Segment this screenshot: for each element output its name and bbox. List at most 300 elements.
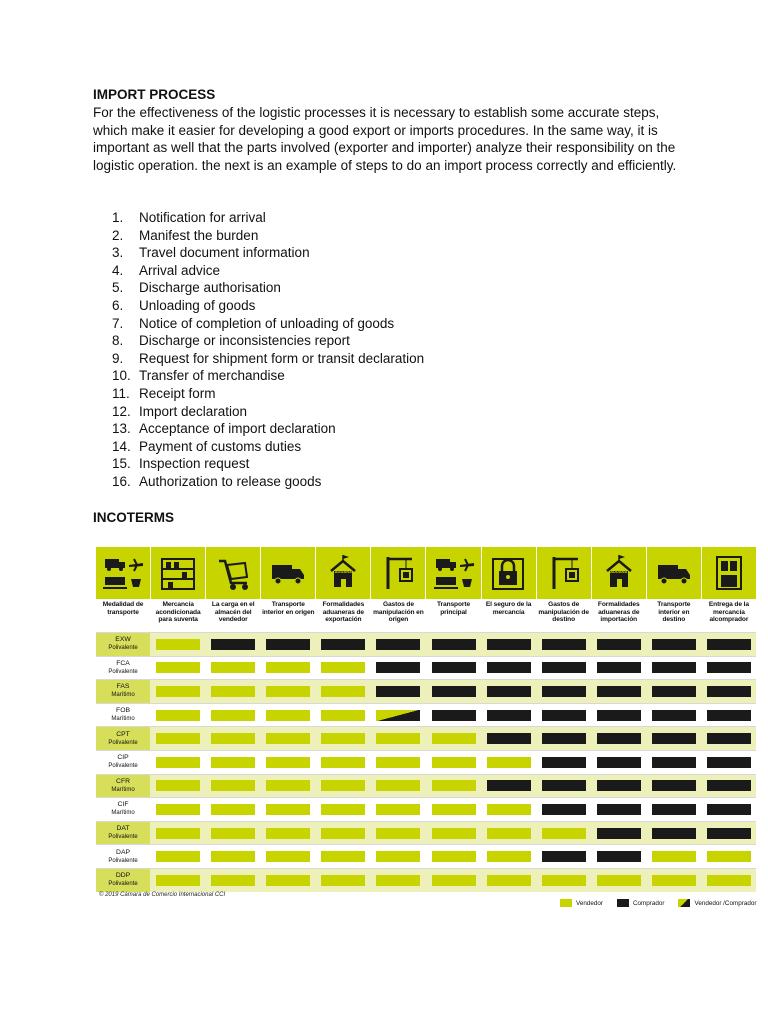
responsibility-cell bbox=[261, 680, 315, 703]
responsibility-cell bbox=[482, 845, 536, 868]
seller-bar bbox=[487, 828, 531, 839]
responsibility-cell bbox=[261, 727, 315, 750]
seller-bar bbox=[321, 851, 365, 862]
buyer-bar bbox=[652, 780, 696, 791]
responsibility-cell bbox=[151, 845, 205, 868]
responsibility-cell bbox=[426, 680, 480, 703]
step-text: Travel document information bbox=[139, 245, 310, 261]
seller-bar bbox=[321, 804, 365, 815]
column-header: Mercancía acondicionada para suventa bbox=[155, 601, 201, 624]
buyer-bar bbox=[542, 757, 586, 768]
incoterm-label bbox=[96, 822, 150, 845]
buyer-bar bbox=[487, 710, 531, 721]
truck-icon bbox=[652, 553, 696, 593]
responsibility-cell bbox=[316, 798, 370, 821]
responsibility-cell bbox=[592, 798, 646, 821]
step-number: 2. bbox=[112, 227, 124, 243]
buyer-bar bbox=[707, 733, 751, 744]
responsibility-cell bbox=[426, 751, 480, 774]
responsibility-cell bbox=[206, 704, 260, 727]
step-item bbox=[112, 473, 424, 491]
step-number: 12. bbox=[112, 403, 131, 419]
incoterm-mode: Polivalente bbox=[108, 857, 138, 864]
responsibility-cell bbox=[426, 775, 480, 798]
incoterm-code: CPT bbox=[116, 730, 130, 738]
seller-bar bbox=[266, 828, 310, 839]
incoterm-row bbox=[96, 844, 756, 868]
incoterm-row bbox=[96, 868, 756, 892]
responsibility-cell bbox=[482, 657, 536, 680]
buyer-bar bbox=[597, 851, 641, 862]
step-item bbox=[112, 403, 424, 421]
column-header: Formalidades aduaneras de importación bbox=[597, 601, 640, 624]
buyer-bar bbox=[652, 710, 696, 721]
incoterm-row bbox=[96, 726, 756, 750]
responsibility-cell bbox=[647, 845, 701, 868]
responsibility-cell bbox=[206, 727, 260, 750]
buyer-bar bbox=[432, 710, 476, 721]
buyer-bar bbox=[487, 639, 531, 650]
responsibility-cell bbox=[206, 751, 260, 774]
responsibility-cell bbox=[371, 751, 425, 774]
seller-bar bbox=[211, 686, 255, 697]
buyer-bar bbox=[542, 639, 586, 650]
responsibility-cell bbox=[702, 775, 756, 798]
seller-bar bbox=[156, 639, 200, 650]
buyer-bar bbox=[597, 639, 641, 650]
step-text: Unloading of goods bbox=[139, 297, 256, 313]
incoterm-mode: Polivalente bbox=[108, 668, 138, 675]
responsibility-cell bbox=[647, 680, 701, 703]
responsibility-cell bbox=[592, 869, 646, 892]
seller-bar bbox=[156, 710, 200, 721]
seller-bar bbox=[321, 733, 365, 744]
responsibility-cell bbox=[647, 869, 701, 892]
buyer-bar bbox=[376, 662, 420, 673]
step-item bbox=[112, 455, 424, 473]
step-number: 6. bbox=[112, 297, 124, 313]
buyer-bar bbox=[707, 710, 751, 721]
step-item bbox=[112, 297, 424, 315]
responsibility-cell bbox=[647, 633, 701, 656]
responsibility-cell bbox=[702, 869, 756, 892]
column-icon-cell bbox=[647, 547, 701, 599]
buyer-bar bbox=[707, 757, 751, 768]
responsibility-cell bbox=[261, 633, 315, 656]
seller-bar bbox=[321, 686, 365, 697]
responsibility-cell bbox=[537, 798, 591, 821]
responsibility-cell bbox=[702, 798, 756, 821]
responsibility-cell bbox=[151, 822, 205, 845]
step-number: 10. bbox=[112, 368, 131, 384]
responsibility-cell bbox=[702, 727, 756, 750]
responsibility-cell bbox=[316, 775, 370, 798]
responsibility-cell bbox=[537, 727, 591, 750]
column-icon-cell bbox=[261, 547, 315, 599]
buyer-bar bbox=[597, 686, 641, 697]
step-item bbox=[112, 262, 424, 280]
column-header: La carga en el almacén del vendedor bbox=[211, 601, 255, 624]
shared-bar bbox=[376, 710, 420, 721]
column-header: Transporte principal bbox=[436, 601, 471, 616]
seller-bar bbox=[211, 733, 255, 744]
responsibility-cell bbox=[426, 704, 480, 727]
incoterm-row bbox=[96, 632, 756, 656]
responsibility-cell bbox=[647, 775, 701, 798]
truck-icon bbox=[266, 553, 310, 593]
legend bbox=[560, 899, 766, 907]
seller-bar bbox=[432, 875, 476, 886]
step-item bbox=[112, 227, 424, 245]
responsibility-cell bbox=[537, 775, 591, 798]
step-text: Notice of completion of unloading of goods bbox=[139, 315, 395, 331]
responsibility-cell bbox=[537, 845, 591, 868]
seller-bar bbox=[266, 686, 310, 697]
incoterm-label bbox=[96, 633, 150, 656]
responsibility-cell bbox=[371, 680, 425, 703]
step-text: Payment of customs duties bbox=[139, 438, 302, 454]
column-header: Formalidades aduaneras de exportación bbox=[322, 601, 365, 624]
incoterm-mode: Polivalente bbox=[108, 881, 138, 888]
responsibility-cell bbox=[592, 633, 646, 656]
incoterm-code: FOB bbox=[116, 707, 131, 715]
step-item bbox=[112, 209, 424, 227]
buyer-bar bbox=[652, 662, 696, 673]
responsibility-cell bbox=[482, 727, 536, 750]
responsibility-cell bbox=[151, 657, 205, 680]
seller-bar bbox=[156, 780, 200, 791]
seller-bar bbox=[211, 757, 255, 768]
seller-bar bbox=[211, 828, 255, 839]
step-number: 4. bbox=[112, 262, 124, 278]
seller-bar bbox=[156, 875, 200, 886]
seller-bar bbox=[211, 875, 255, 886]
incoterm-mode: Marítimo bbox=[111, 786, 135, 793]
step-item bbox=[112, 279, 424, 297]
column-icon-cell bbox=[206, 547, 260, 599]
responsibility-cell bbox=[316, 704, 370, 727]
seller-bar bbox=[321, 828, 365, 839]
incoterm-mode: Polivalente bbox=[108, 834, 138, 841]
incoterm-mode: Marítimo bbox=[111, 716, 135, 723]
responsibility-cell bbox=[426, 822, 480, 845]
seller-bar bbox=[211, 780, 255, 791]
step-text: Import declaration bbox=[139, 403, 248, 419]
seller-bar bbox=[321, 780, 365, 791]
seller-bar bbox=[432, 757, 476, 768]
seller-bar bbox=[432, 780, 476, 791]
buyer-bar bbox=[597, 710, 641, 721]
step-number: 7. bbox=[112, 315, 124, 331]
seller-bar bbox=[156, 662, 200, 673]
seller-bar bbox=[211, 804, 255, 815]
responsibility-cell bbox=[647, 751, 701, 774]
responsibility-cell bbox=[702, 845, 756, 868]
responsibility-cell bbox=[371, 845, 425, 868]
responsibility-cell bbox=[316, 751, 370, 774]
incoterm-code: EXW bbox=[115, 636, 131, 644]
responsibility-cell bbox=[206, 798, 260, 821]
step-text: Discharge authorisation bbox=[139, 280, 281, 296]
column-header: Transporte interior en origen bbox=[262, 601, 315, 616]
incoterms-heading: INCOTERMS bbox=[93, 510, 174, 525]
seller-bar bbox=[156, 851, 200, 862]
legend-vendedor-label: Vendedor bbox=[576, 899, 603, 907]
seller-bar bbox=[432, 828, 476, 839]
incoterm-label bbox=[96, 869, 150, 892]
buyer-bar bbox=[652, 828, 696, 839]
responsibility-cell bbox=[592, 751, 646, 774]
responsibility-cell bbox=[206, 845, 260, 868]
buyer-bar bbox=[432, 662, 476, 673]
seller-bar bbox=[542, 875, 586, 886]
responsibility-cell bbox=[261, 845, 315, 868]
legend-mixed-label: Vendedor /Comprador bbox=[694, 899, 757, 907]
responsibility-cell bbox=[702, 751, 756, 774]
buyer-bar bbox=[597, 662, 641, 673]
buyer-bar bbox=[487, 662, 531, 673]
column-icon-cell bbox=[371, 547, 425, 599]
customs-badge: ADUANA bbox=[334, 569, 353, 574]
step-text: Notification for arrival bbox=[139, 210, 266, 225]
seller-bar bbox=[597, 875, 641, 886]
seller-bar bbox=[211, 662, 255, 673]
column-icon-cell bbox=[592, 547, 646, 599]
responsibility-cell bbox=[537, 822, 591, 845]
responsibility-cell bbox=[261, 869, 315, 892]
incoterm-label bbox=[96, 680, 150, 703]
incoterm-mode: Marítimo bbox=[111, 810, 135, 817]
incoterm-mode: Polivalente bbox=[108, 645, 138, 652]
responsibility-cell bbox=[702, 822, 756, 845]
seller-bar bbox=[266, 875, 310, 886]
column-icon-cell bbox=[96, 547, 150, 599]
column-icon-cell bbox=[316, 547, 370, 599]
responsibility-cell bbox=[206, 869, 260, 892]
responsibility-cell bbox=[371, 704, 425, 727]
responsibility-cell bbox=[371, 775, 425, 798]
seller-bar bbox=[376, 733, 420, 744]
buyer-bar bbox=[542, 851, 586, 862]
responsibility-cell bbox=[592, 704, 646, 727]
step-text: Request for shipment form or transit declaration bbox=[139, 350, 425, 366]
responsibility-cell bbox=[316, 822, 370, 845]
responsibility-cell bbox=[592, 822, 646, 845]
responsibility-cell bbox=[482, 798, 536, 821]
incoterm-code: CIF bbox=[117, 801, 129, 809]
step-item bbox=[112, 244, 424, 262]
buyer-bar bbox=[432, 686, 476, 697]
responsibility-cell bbox=[261, 704, 315, 727]
seller-bar bbox=[487, 757, 531, 768]
responsibility-cell bbox=[371, 822, 425, 845]
seller-bar bbox=[652, 875, 696, 886]
seller-bar bbox=[266, 851, 310, 862]
responsibility-cell bbox=[482, 680, 536, 703]
step-number: 3. bbox=[112, 245, 124, 261]
incoterm-label bbox=[96, 775, 150, 798]
lock-icon bbox=[487, 553, 531, 593]
responsibility-cell bbox=[482, 822, 536, 845]
responsibility-cell bbox=[371, 727, 425, 750]
seller-bar bbox=[487, 804, 531, 815]
responsibility-cell bbox=[702, 657, 756, 680]
buyer-bar bbox=[266, 639, 310, 650]
seller-bar bbox=[707, 851, 751, 862]
seller-bar bbox=[376, 804, 420, 815]
incoterm-label bbox=[96, 727, 150, 750]
responsibility-cell bbox=[206, 775, 260, 798]
buyer-bar bbox=[542, 710, 586, 721]
incoterm-code: DDP bbox=[115, 872, 131, 880]
buyer-bar bbox=[597, 828, 641, 839]
legend-vendedor-swatch bbox=[560, 899, 572, 907]
step-number: 1. bbox=[112, 210, 124, 225]
step-text: Transfer of merchandise bbox=[139, 368, 285, 384]
incoterm-row bbox=[96, 774, 756, 798]
step-number: 14. bbox=[112, 438, 131, 454]
responsibility-cell bbox=[151, 798, 205, 821]
column-header: Gastos de manipulación de destino bbox=[538, 601, 589, 624]
seller-bar bbox=[266, 804, 310, 815]
seller-bar bbox=[211, 710, 255, 721]
seller-bar bbox=[156, 828, 200, 839]
seller-bar bbox=[156, 757, 200, 768]
buyer-bar bbox=[707, 662, 751, 673]
responsibility-cell bbox=[702, 633, 756, 656]
buyer-bar bbox=[597, 780, 641, 791]
responsibility-cell bbox=[537, 751, 591, 774]
incoterm-label bbox=[96, 798, 150, 821]
step-number: 13. bbox=[112, 421, 131, 437]
buyer-bar bbox=[321, 639, 365, 650]
buyer-bar bbox=[652, 757, 696, 768]
responsibility-cell bbox=[316, 657, 370, 680]
step-number: 15. bbox=[112, 456, 131, 472]
column-icon-cell bbox=[702, 547, 756, 599]
incoterms-table bbox=[96, 632, 756, 892]
responsibility-cell bbox=[537, 869, 591, 892]
responsibility-cell bbox=[261, 751, 315, 774]
seller-bar bbox=[321, 757, 365, 768]
incoterm-code: DAT bbox=[116, 825, 130, 833]
responsibility-cell bbox=[151, 775, 205, 798]
incoterm-code: CIP bbox=[117, 754, 129, 762]
seller-bar bbox=[266, 710, 310, 721]
seller-bar bbox=[321, 875, 365, 886]
responsibility-cell bbox=[482, 633, 536, 656]
responsibility-cell bbox=[151, 751, 205, 774]
responsibility-cell bbox=[261, 798, 315, 821]
step-item bbox=[112, 315, 424, 333]
buyer-bar bbox=[707, 780, 751, 791]
buyer-bar bbox=[542, 804, 586, 815]
seller-bar bbox=[321, 662, 365, 673]
seller-bar bbox=[156, 686, 200, 697]
incoterm-mode: Polivalente bbox=[108, 763, 138, 770]
responsibility-cell bbox=[647, 798, 701, 821]
incoterm-code: CFR bbox=[116, 777, 131, 785]
responsibility-cell bbox=[482, 704, 536, 727]
column-header: Transporte interior en destino bbox=[657, 601, 691, 624]
step-number: 5. bbox=[112, 280, 124, 296]
responsibility-cell bbox=[371, 869, 425, 892]
column-header: Entrega de la mercancía alcomprador bbox=[708, 601, 749, 624]
column-header: Medalidad de transporte bbox=[102, 601, 144, 616]
responsibility-cell bbox=[151, 704, 205, 727]
step-item bbox=[112, 385, 424, 403]
seller-bar bbox=[266, 780, 310, 791]
responsibility-cell bbox=[206, 657, 260, 680]
buyer-bar bbox=[487, 686, 531, 697]
column-icon-cell bbox=[151, 547, 205, 599]
responsibility-cell bbox=[206, 822, 260, 845]
step-item bbox=[112, 332, 424, 350]
responsibility-cell bbox=[151, 869, 205, 892]
responsibility-cell bbox=[647, 704, 701, 727]
seller-bar bbox=[432, 733, 476, 744]
crane-icon bbox=[542, 553, 586, 593]
responsibility-cell bbox=[151, 680, 205, 703]
responsibility-cell bbox=[702, 680, 756, 703]
buyer-bar bbox=[211, 639, 255, 650]
buyer-bar bbox=[652, 733, 696, 744]
buyer-bar bbox=[487, 733, 531, 744]
seller-bar bbox=[487, 875, 531, 886]
responsibility-cell bbox=[316, 727, 370, 750]
seller-bar bbox=[376, 780, 420, 791]
step-text: Receipt form bbox=[139, 385, 216, 401]
responsibility-cell bbox=[647, 822, 701, 845]
responsibility-cell bbox=[371, 798, 425, 821]
legend-comprador-swatch bbox=[617, 899, 629, 907]
truck-train-plane-icon bbox=[432, 553, 476, 593]
responsibility-cell bbox=[592, 657, 646, 680]
seller-bar bbox=[432, 804, 476, 815]
incoterm-row bbox=[96, 821, 756, 845]
seller-bar bbox=[376, 757, 420, 768]
incoterm-label bbox=[96, 657, 150, 680]
responsibility-cell bbox=[592, 680, 646, 703]
buyer-bar bbox=[597, 804, 641, 815]
responsibility-cell bbox=[592, 727, 646, 750]
incoterm-mode: Marítimo bbox=[111, 692, 135, 699]
seller-bar bbox=[432, 851, 476, 862]
shelves-icon bbox=[156, 553, 200, 593]
responsibility-cell bbox=[647, 657, 701, 680]
responsibility-cell bbox=[647, 727, 701, 750]
step-number: 9. bbox=[112, 350, 124, 366]
step-item bbox=[112, 438, 424, 456]
responsibility-cell bbox=[426, 798, 480, 821]
step-item bbox=[112, 367, 424, 385]
buyer-bar bbox=[542, 686, 586, 697]
buyer-bar bbox=[376, 686, 420, 697]
responsibility-cell bbox=[426, 633, 480, 656]
customs-badge: ADUANA bbox=[610, 569, 628, 574]
incoterm-row bbox=[96, 679, 756, 703]
incoterm-row bbox=[96, 750, 756, 774]
incoterms-icon-row bbox=[96, 547, 756, 599]
seller-bar bbox=[487, 851, 531, 862]
incoterm-row bbox=[96, 797, 756, 821]
responsibility-cell bbox=[482, 751, 536, 774]
responsibility-cell bbox=[206, 633, 260, 656]
seller-bar bbox=[542, 828, 586, 839]
incoterm-row bbox=[96, 656, 756, 680]
incoterm-label bbox=[96, 751, 150, 774]
buyer-bar bbox=[652, 639, 696, 650]
